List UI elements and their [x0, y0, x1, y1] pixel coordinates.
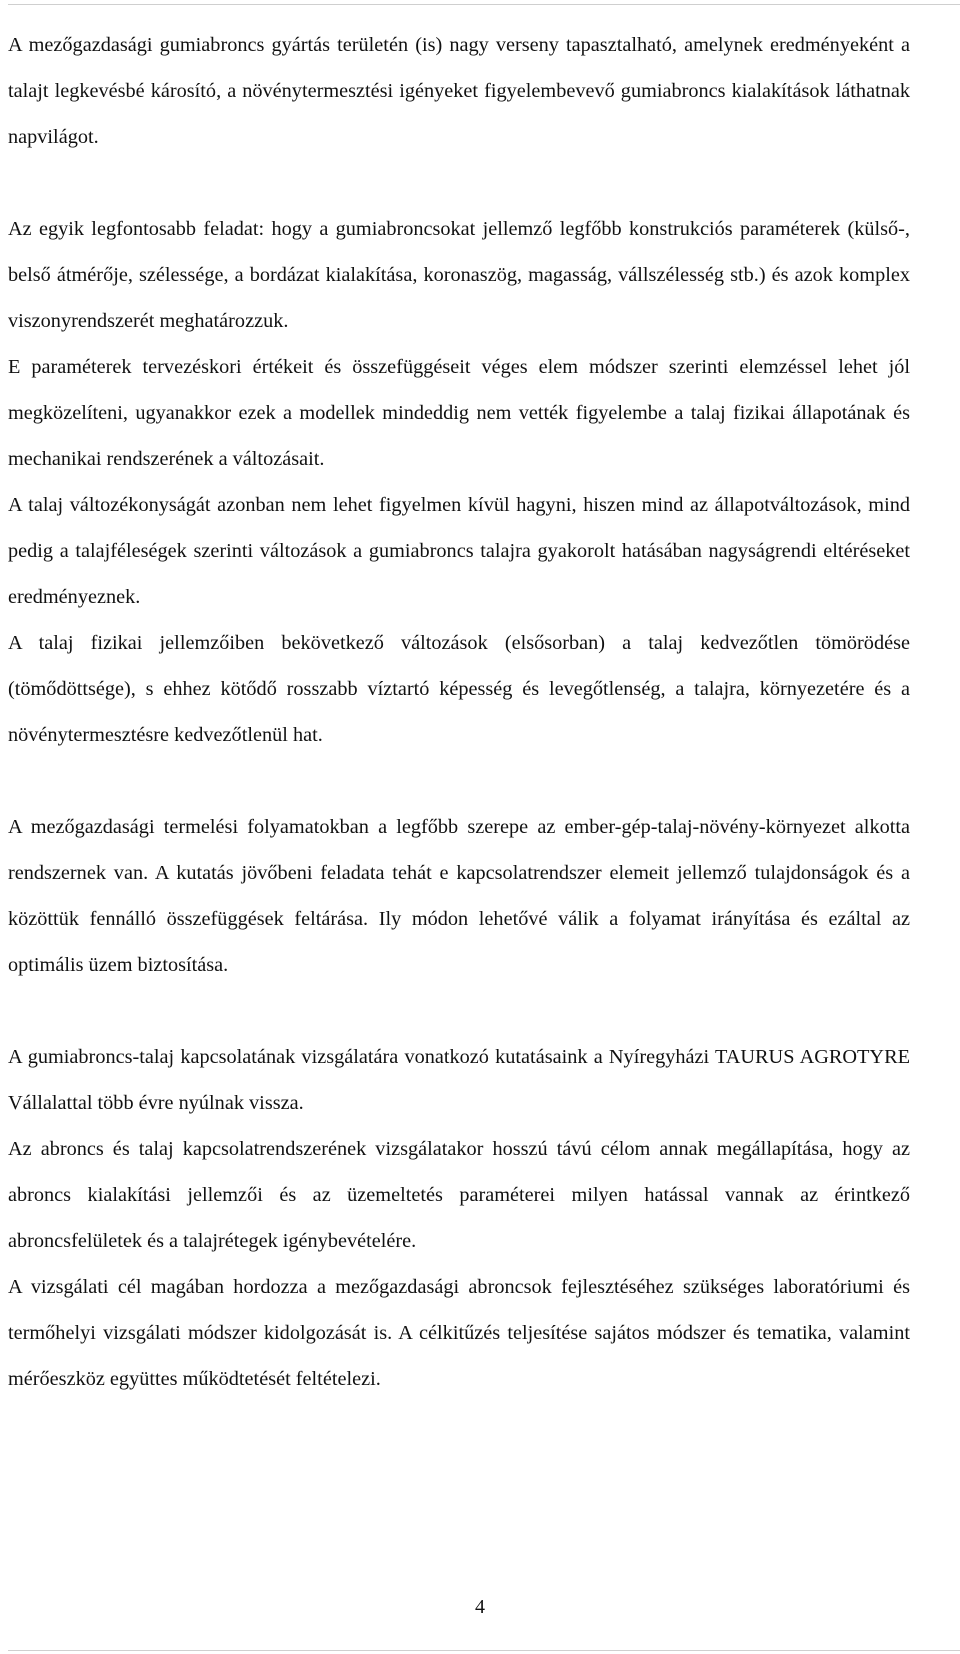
- document-body: [8, 22, 910, 1402]
- paragraph-main-task: Az egyik legfontosabb feladat: hogy a gumiabroncsokat jellemző legfőbb konstrukciós paraméterek (külső-, belső átmérője, szélessége, a bordázat kialakítása, koronaszög, magasság, vállszélesség stb.) és azok komplex viszonyrendszerét meghatározzuk.: [8, 218, 910, 332]
- paragraph-soil-physics: A talaj fizikai jellemzőiben bekövetkező változások (elsősorban) a talaj kedvezőtlen tömörödése (tömődöttsége), s ehhez kötődő rosszabb víztartó képesség és levegőtlenség, a talajra, környezetére és a növénytermesztésre kedvezőtlenül hat.: [8, 632, 910, 746]
- paragraph-production-system: A mezőgazdasági termelési folyamatokban a legfőbb szerepe az ember-gép-talaj-növény-környezet alkotta rendszernek van. A kutatás jövőbeni feladata tehát e kapcsolatrendszer elemeit jellemző tulajdonságok és a közöttük fennálló összefüggések feltárása. Ily módon lehetővé válik a folyamat irányítása és ezáltal az optimális üzem biztosítása.: [8, 816, 910, 976]
- paragraph-soil-variability: A talaj változékonyságát azonban nem lehet figyelmen kívül hagyni, hiszen mind az állapotváltozások, mind pedig a talajféleségek szerinti változások a gumiabroncs talajra gyakorolt hatásában nagyságrendi eltéréseket eredményeznek.: [8, 494, 910, 608]
- paragraph-research-goal: Az abroncs és talaj kapcsolatrendszerének vizsgálatakor hosszú távú célom annak megállapítása, hogy az abroncs kialakítási jellemzői és az üzemeltetés paraméterei milyen hatással vannak az érintkező abroncsfelületek és a talajrétegek igénybevételére.: [8, 1138, 910, 1252]
- top-divider: [8, 4, 960, 5]
- paragraph-method-development: A vizsgálati cél magában hordozza a mezőgazdasági abroncsok fejlesztéséhez szükséges laboratóriumi és termőhelyi vizsgálati módszer kidolgozását is. A célkitűzés teljesítése sajátos módszer és tematika, valamint mérőeszköz együttes működtetését feltételezi.: [8, 1276, 910, 1390]
- bottom-divider: [8, 1650, 960, 1651]
- paragraph-intro: A mezőgazdasági gumiabroncs gyártás területén (is) nagy verseny tapasztalható, amelynek eredményeként a talajt legkevésbé károsító, a növénytermesztési igényeket figyelembevevő gumiabroncs kialakítások láthatnak napvilágot.: [8, 34, 910, 148]
- paragraph-finite-element: E paraméterek tervezéskori értékeit és összefüggéseit véges elem módszer szerinti elemzéssel lehet jól megközelíteni, ugyanakkor ezek a modellek mindeddig nem vették figyelembe a talaj fizikai állapotának és mechanikai rendszerének a változásait.: [8, 356, 910, 470]
- page-number: 4: [475, 1596, 485, 1618]
- paragraph-research-history: A gumiabroncs-talaj kapcsolatának vizsgálatára vonatkozó kutatásaink a Nyíregyházi TAURUS AGROTYRE Vállalattal több évre nyúlnak vissza.: [8, 1046, 910, 1114]
